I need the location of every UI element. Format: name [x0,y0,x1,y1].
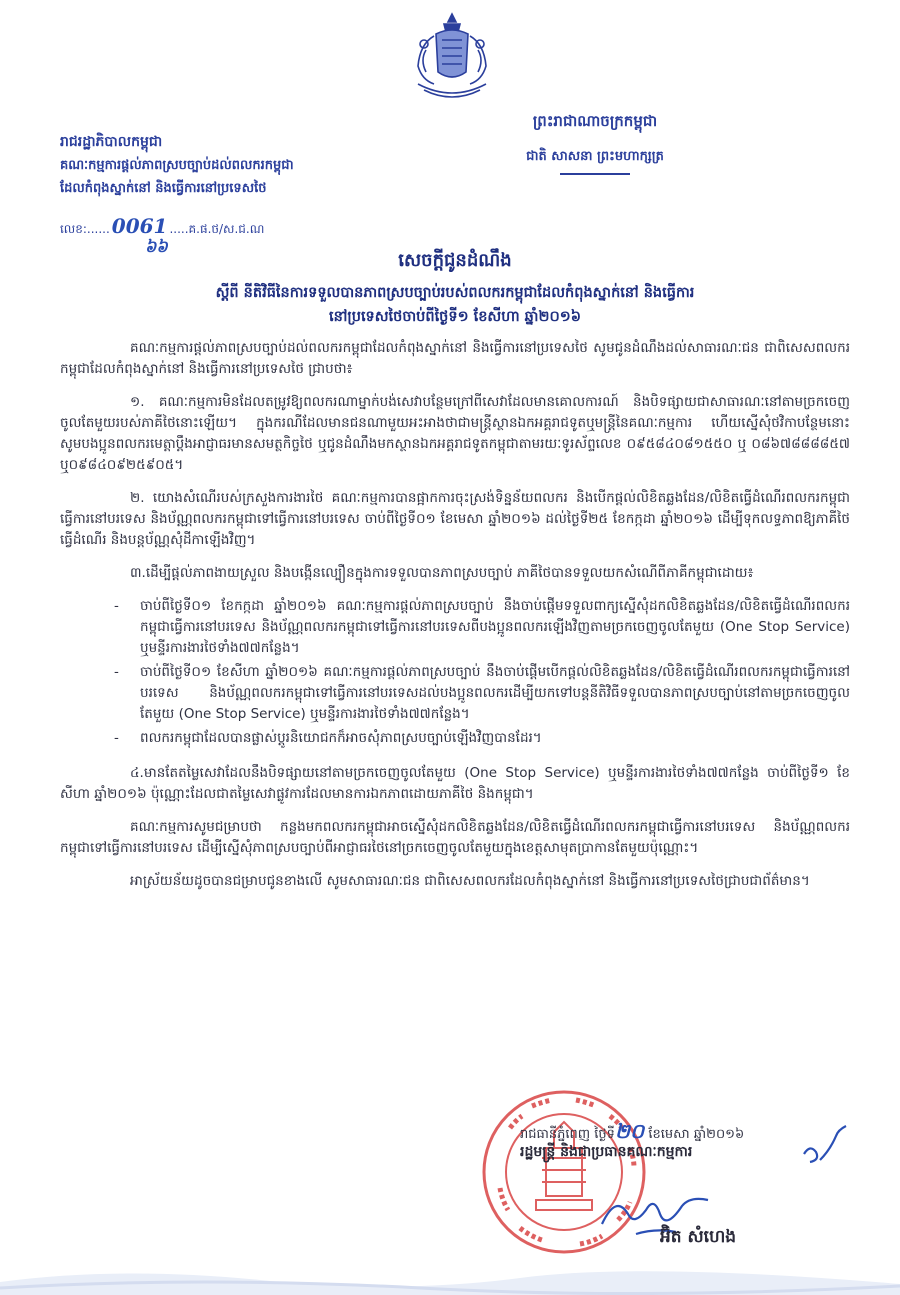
list-item: - ចាប់ពីថ្ងៃទី០១ ខែសីហា ឆ្នាំ២០១៦ គណៈកម្មការផ្ដល់ភាពស្របច្បាប់ នឹងចាប់ផ្ដើមបើកផ្ដល់លិខិតឆ្លងដែន/លិខិតធ្វើដំណើរពលករកម្ពុជាធ្វើការនៅបរទេស និងប័ណ្ណពលករកម្ពុជាទៅធ្វើការនៅបរទេសដល់បងប្អូនពលករដើម្បីយកទៅបន្តនីតិវិធីទទួលបានភាពស្របច្បាប់នៅតាមច្រកចេញចូលតែមួយ (One Stop Service) ឬមន្ទីរការងារថៃទាំង៧៧កន្លែង។ [140,662,850,725]
paragraph-1: ១. គណៈកម្មការមិនដែលតម្រូវឱ្យពលករណាម្នាក់បង់សេវាបន្ថែមក្រៅពីសេវាដែលមានគោលការណ៍ និងបិទផ្សាយជាសាធារណៈនៅតាមច្រកចេញចូលតែមួយរបស់ភាគីថៃនោះឡើយ។ ក្នុងករណីដែលមានជនណាមួយអះអាងថាជាមន្ត្រីស្ថានឯកអគ្គរាជទូតឬមន្ត្រីនៃគណៈកម្មការ ហើយស្នើសុំថវិកាបន្ថែមនោះសូមបងប្អូនពលករមេត្តាប្ដឹងអាជ្ញាធរមានសមត្ថកិច្ចថៃ ឬជូនដំណឹងមកស្ថានឯកអគ្គរាជទូតកម្ពុជាតាមរយៈទូរស័ព្ទលេខ ០៩៥៨៤០៨១៥៥០ ឬ ០៨៦៧៨៨៨៨៥៧ ឬ០៩៨៤០៩២៥៩០៥។ [60,394,850,473]
footer-ribbon-decoration [0,1262,900,1295]
title-subject-line1: ស្ដីពី នីតិវិធីនៃការទទួលបានភាពស្របច្បាប់របស់ពលករកម្ពុជាដែលកំពុងស្នាក់នៅ និងធ្វើការ [215,285,695,301]
document-body [60,338,850,904]
paragraph-3: ៣.ដើម្បីផ្ដល់ភាពងាយស្រួល និងបង្កើនល្បឿនក្នុងការទទួលបានភាពស្របច្បាប់ ភាគីថៃបានទទួលយកសំណើពីភាគីកម្ពុជាដោយ៖ [130,565,754,581]
handwritten-initials-icon [800,1124,850,1170]
commission-name: គណៈកម្មការផ្ដល់ភាពស្របច្បាប់ដល់ពលករកម្ពុជា [60,158,294,173]
royal-coat-of-arms-icon [404,10,500,102]
national-motto: ជាតិ សាសនា ព្រះមហាក្សត្រ [526,149,664,164]
signatory-name: អ៊ិត សំហេង [660,1227,737,1247]
reference-handwritten-number: 0061 [111,214,168,238]
paragraph-2: ២. យោងសំណើរបស់ក្រសួងការងារថៃ គណៈកម្មការបានផ្អាកការចុះស្រង់ទិន្នន័យពលករ និងបើកផ្ដល់លិខិតឆ្លងដែន/លិខិតធ្វើដំណើរពលករកម្ពុជាធ្វើការនៅបរទេស និងប័ណ្ណពលករកម្ពុជាទៅធ្វើការនៅបរទេស ចាប់ពីថ្ងៃទី០១ ខែមេសា ឆ្នាំ២០១៦ ដល់ថ្ងៃទី២៥ ខែកក្កដា ឆ្នាំ២០១៦ ដើម្បីទុកលទ្ធភាពឱ្យភាគីថៃធ្វើដំណើរ និងបន្តប័ណ្ណសុំដីកាឡើងវិញ។ [60,490,850,548]
reference-suffix: .....គ.ផ.ថ/ស.ជ.ណ [169,222,265,236]
intro-paragraph: គណៈកម្មការផ្ដល់ភាពស្របច្បាប់ដល់ពលករកម្ពុជាដែលកំពុងស្នាក់នៅ និងធ្វើការនៅប្រទេសថៃ សូមជូនដំណឹងដល់សាធារណៈជន ជាពិសេសពលករកម្ពុជាដែលកំពុងស្នាក់នៅ និងធ្វើការនៅប្រទេសថៃ ជ្រាបថា៖ [60,340,850,377]
closing-paragraph: អាស្រ័យន័យដូចបានជម្រាបជូនខាងលើ សូមសាធារណៈជន ជាពិសេសពលករដែលកំពុងស្នាក់នៅ និងធ្វើការនៅប្រទេសថៃជ្រាបជាព័ត៌មាន។ [130,873,810,889]
paragraph-5: គណៈកម្មការសូមជម្រាបថា កន្លងមកពលករកម្ពុជាអាចស្នើសុំដកលិខិតឆ្លងដែន/លិខិតធ្វើដំណើរពលករកម្ពុជាធ្វើការនៅបរទេស និងប័ណ្ណពលករកម្ពុជាទៅធ្វើការនៅបរទេស ដើម្បីស្នើសុំភាពស្របច្បាប់ពីអាជ្ញាធរថៃនៅច្រកចេញចូលតែមួយក្នុងខេត្តសាមុតប្រាកានតែមួយប៉ុណ្ណោះ។ [60,819,850,856]
title-heading: សេចក្ដីជូនដំណឹង [398,250,512,271]
title-subject [60,281,850,329]
reference-prefix: លេខ:...... [60,222,110,236]
motto-divider [560,173,630,175]
title-subject-line2: នៅប្រទេសថៃចាប់ពីថ្ងៃទី១ ខែសីហា ឆ្នាំ២០១៦ [329,309,581,325]
signatory-position: រដ្ឋមន្ត្រី និងជាប្រធានគណៈកម្មការ [520,1144,693,1160]
date-prefix: រាជធានីភ្នំពេញ ថ្ងៃទី [520,1127,615,1142]
issuer-header [60,132,460,199]
document-title [60,248,850,329]
date-handwritten-day: ២០ [614,1119,645,1143]
kingdom-name: ព្រះរាជាណាចក្រកម្ពុជា [532,112,658,130]
list-item: - ចាប់ពីថ្ងៃទី០១ ខែកក្កដា ឆ្នាំ២០១៦ គណៈកម្មការផ្ដល់ភាពស្របច្បាប់ នឹងចាប់ផ្ដើមទទួលពាក្យស្នើសុំដកលិខិតឆ្លងដែន/លិខិតធ្វើដំណើរពលករកម្ពុជាធ្វើការនៅបរទេស និងប័ណ្ណពលករកម្ពុជាទៅធ្វើការនៅបរទេសពីបងប្អូនពលករឡើងវិញតាមច្រកចេញចូលតែមួយ (One Stop Service) ឬមន្ទីរការងារថៃទាំង៧៧កន្លែង។ [140,596,850,659]
list-item: - ពលករកម្ពុជាដែលបានផ្លាស់ប្ដូរនិយោជកក៏អាចសុំភាពស្របច្បាប់ឡើងវិញបានដែរ។ [140,728,850,749]
reference-handwritten-subnumber: ៦៦ [145,237,168,256]
government-name: រាជរដ្ឋាភិបាលកម្ពុជា [60,134,163,150]
kingdom-header [500,112,690,175]
paragraph-4: ៤.មានតែតម្លៃសេវាដែលនឹងបិទផ្សាយនៅតាមច្រកចេញចូលតែមួយ (One Stop Service) ឬមន្ទីរការងារថៃទាំង៧៧កន្លែង ចាប់ពីថ្ងៃទី១ ខែសីហា ឆ្នាំ២០១៦ ប៉ុណ្ណោះដែលជាតម្លៃសេវាផ្លូវការដែលមានការឯកភាពដោយភាគីថៃ និងកម្ពុជា។ [60,765,850,802]
commission-scope: ដែលកំពុងស្នាក់នៅ និងធ្វើការនៅប្រទេសថៃ [60,181,267,196]
paragraph-3-list [60,596,850,749]
date-suffix: ខែមេសា ឆ្នាំ២០១៦ [644,1127,745,1142]
